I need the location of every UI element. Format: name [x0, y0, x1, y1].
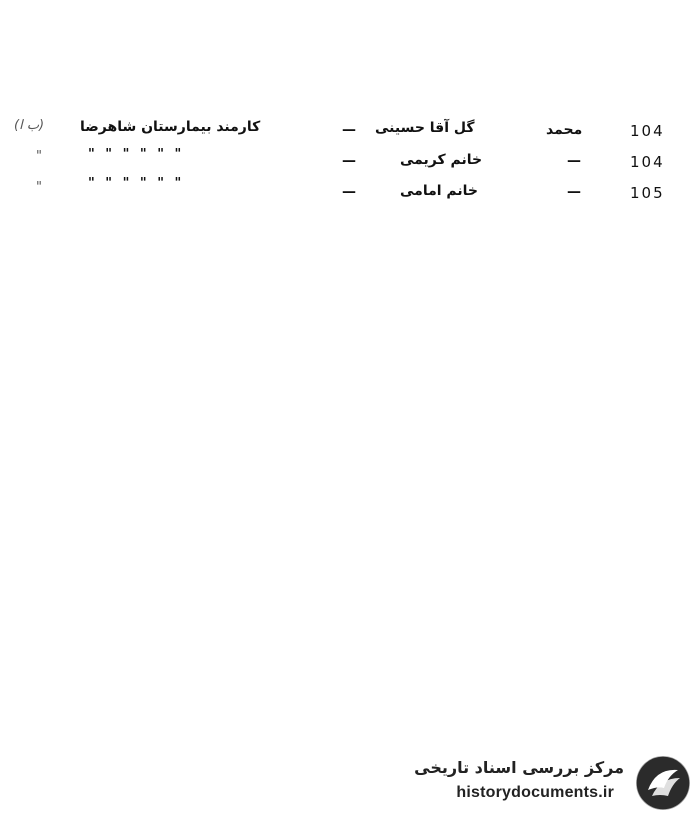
- record-number: 104: [630, 122, 665, 140]
- record-note: ": [36, 149, 42, 164]
- record-note: ": [36, 180, 42, 195]
- record-number: 105: [630, 184, 665, 202]
- record-first-name: —: [567, 184, 581, 200]
- record-first-name: —: [567, 153, 581, 169]
- record-last-name: خانم امامی: [400, 183, 479, 199]
- record-separator: —: [342, 153, 356, 169]
- history-documents-logo-icon: [634, 754, 692, 812]
- watermark: [392, 752, 692, 812]
- record-note: (ب ا): [14, 118, 45, 133]
- watermark-title: مرکز بررسی اسناد تاریخی: [414, 758, 624, 777]
- watermark-url[interactable]: historydocuments.ir: [456, 784, 614, 801]
- record-position: کارمند بیمارستان شاهرضا: [80, 119, 261, 135]
- record-position: " " " " " ": [88, 176, 185, 191]
- record-number: 104: [630, 153, 665, 171]
- record-first-name: محمد: [546, 122, 583, 138]
- record-separator: —: [342, 184, 356, 200]
- record-last-name: خانم کریمی: [400, 152, 483, 168]
- record-last-name: گل آقا حسینی: [375, 120, 475, 136]
- record-position: " " " " " ": [88, 147, 185, 162]
- record-separator: —: [342, 122, 356, 138]
